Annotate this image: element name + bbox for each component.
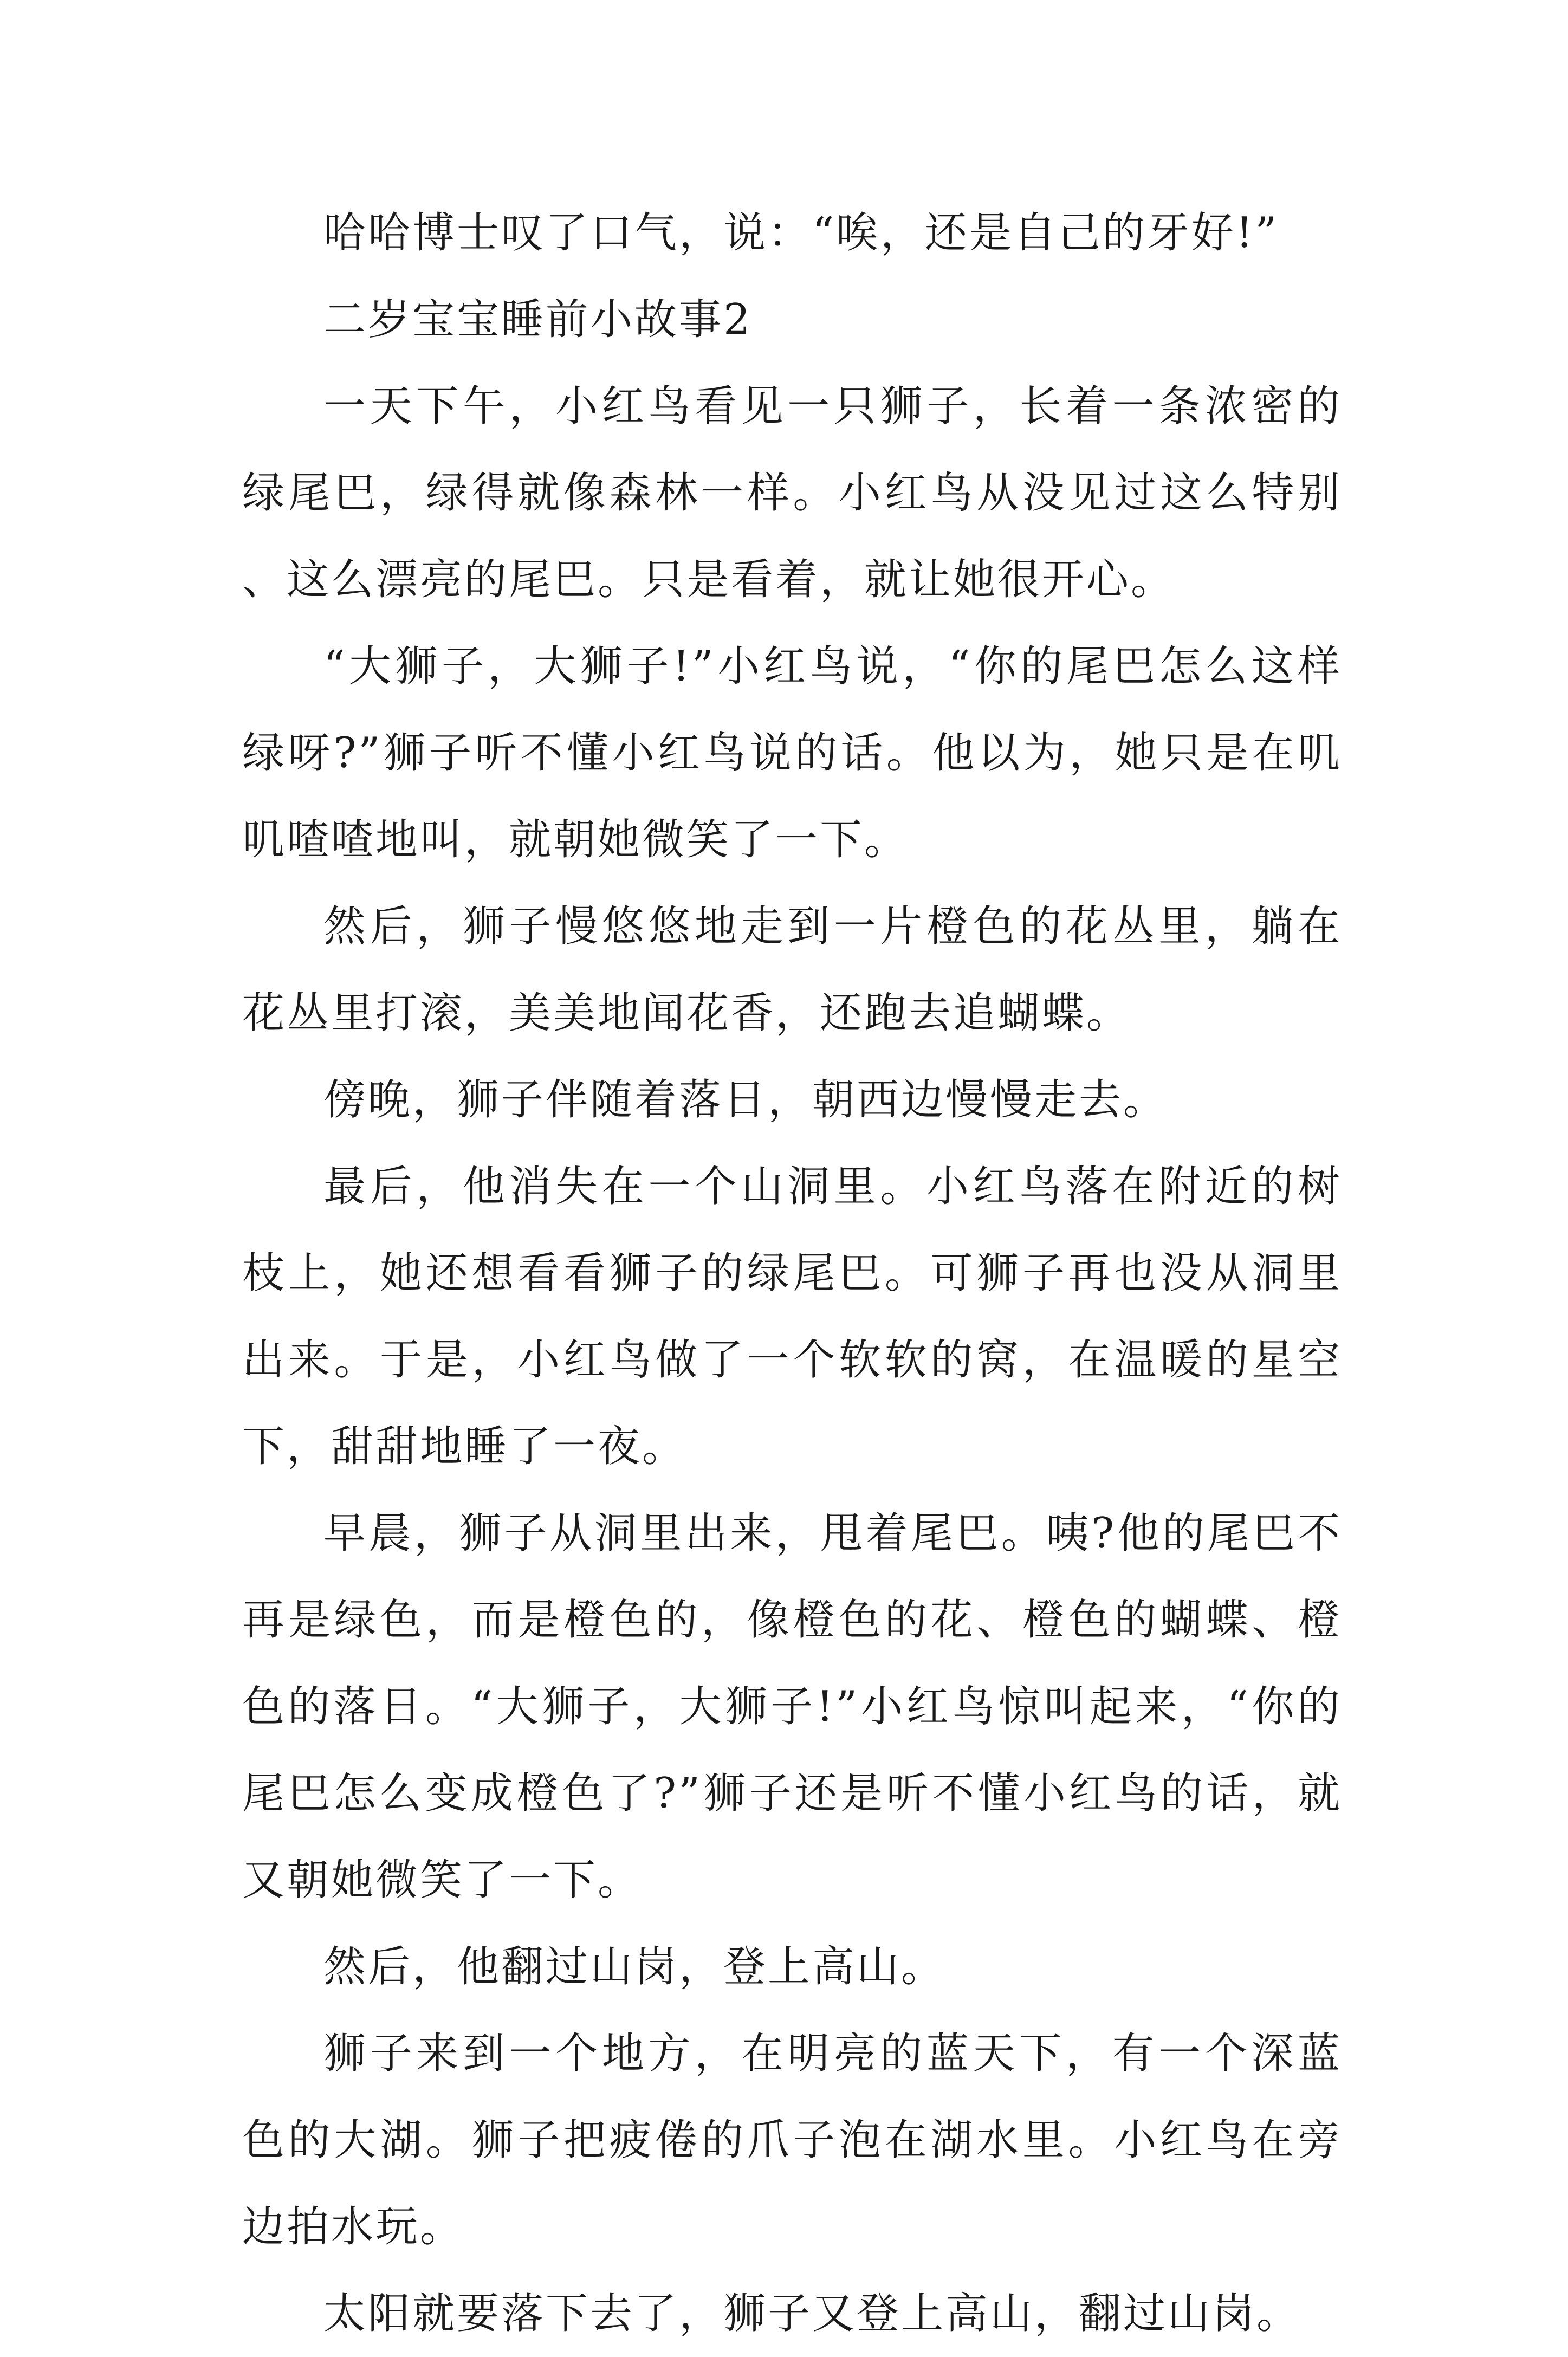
section-heading: 二岁宝宝睡前小故事2 xyxy=(323,295,753,344)
paragraph: 狮子来到一个地方，在明亮的蓝天下，有一个深蓝色的大湖。狮子把疲倦的爪子泡在湖水里。小红鸟在旁边拍水玩。 xyxy=(242,2029,1342,2251)
paragraph: 哈哈博士叹了口气，说：“唉，还是自己的牙好!” xyxy=(323,209,1279,257)
paragraph: “大狮子，大狮子!”小红鸟说，“你的尾巴怎么这样绿呀?”狮子听不懂小红鸟说的话。他以为，她只是在叽叽喳喳地叫，就朝她微笑了一下。 xyxy=(242,642,1342,864)
paragraph: 早晨，狮子从洞里出来，甩着尾巴。咦?他的尾巴不再是绿色，而是橙色的，像橙色的花、橙色的蝴蝶、橙色的落日。“大狮子，大狮子!”小红鸟惊叫起来，“你的尾巴怎么变成橙色了?”狮子还是听不懂小红鸟的话，就又朝她微笑了一下。 xyxy=(242,1509,1342,1905)
paragraph: 太阳就要落下去了，狮子又登上高山，翻过山岗。 xyxy=(323,2289,1301,2338)
document-body xyxy=(242,190,1342,2357)
paragraph: 最后，他消失在一个山洞里。小红鸟落在附近的树枝上，她还想看看狮子的绿尾巴。可狮子再也没从洞里出来。于是，小红鸟做了一个软软的窝，在温暖的星空下，甜甜地睡了一夜。 xyxy=(242,1162,1342,1471)
paragraph: 然后，狮子慢悠悠地走到一片橙色的花丛里，躺在花丛里打滚，美美地闻花香，还跑去追蝴蝶。 xyxy=(242,902,1342,1038)
paragraph: 然后，他翻过山岗，登上高山。 xyxy=(323,1942,946,1991)
paragraph: 一天下午，小红鸟看见一只狮子，长着一条浓密的绿尾巴，绿得就像森林一样。小红鸟从没见过这么特别、这么漂亮的尾巴。只是看着，就让她很开心。 xyxy=(242,382,1342,604)
paragraph: 傍晚，狮子伴随着落日，朝西边慢慢走去。 xyxy=(323,1076,1168,1124)
